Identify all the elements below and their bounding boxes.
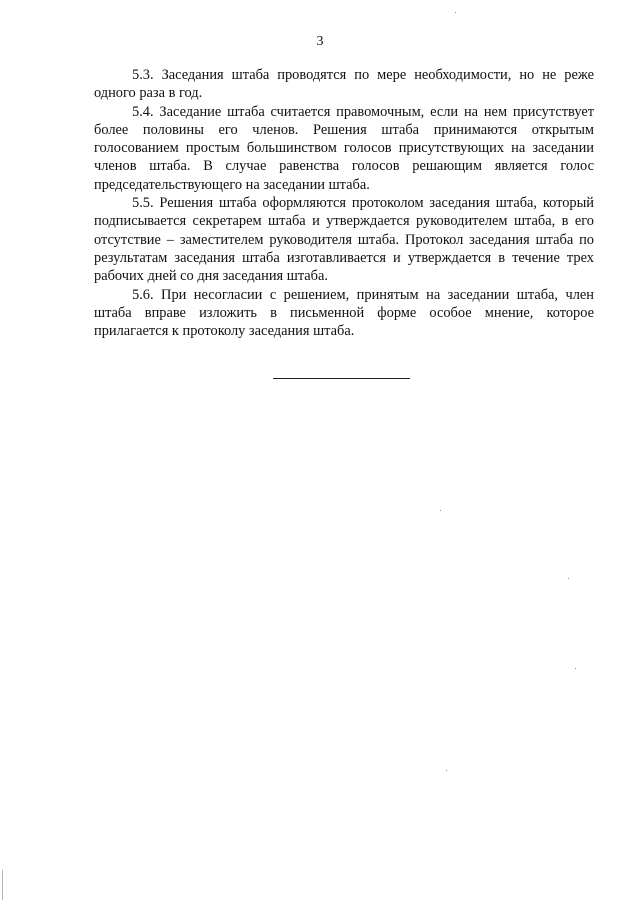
scan-speck [440,510,441,511]
scan-speck [455,12,456,13]
document-body [94,66,594,340]
paragraph-5-4: 5.4. Заседание штаба считается правомочным, если на нем присутствует более половины его членов. Решения штаба принимаются открытым голосованием простым большинством голосов присутствующих на заседании членов штаба. В случае равенства голосов решающим является голос председательствующего на заседании штаба. [94,103,594,193]
scan-edge-mark [2,870,3,900]
paragraph-5-3: 5.3. Заседания штаба проводятся по мере необходимости, но не реже одного раза в год. [94,67,594,102]
scan-speck [575,668,576,669]
paragraph-5-5: 5.5. Решения штаба оформляются протоколом заседания штаба, который подписывается секретарем штаба и утверждается руководителем штаба, в его отсутствие – заместителем руководителя штаба. Протокол заседания штаба по результатам заседания штаба изготавливается и утверждается в течение трех рабочих дней со дня заседания штаба. [94,195,594,285]
end-divider-line [273,378,410,379]
paragraph-5-6: 5.6. При несогласии с решением, принятым на заседании штаба, член штаба вправе изложить в письменной форме особое мнение, которое прилагается к протоколу заседания штаба. [94,286,594,340]
scan-speck [568,578,569,579]
scan-speck [446,770,447,771]
page-number: 3 [316,34,324,49]
